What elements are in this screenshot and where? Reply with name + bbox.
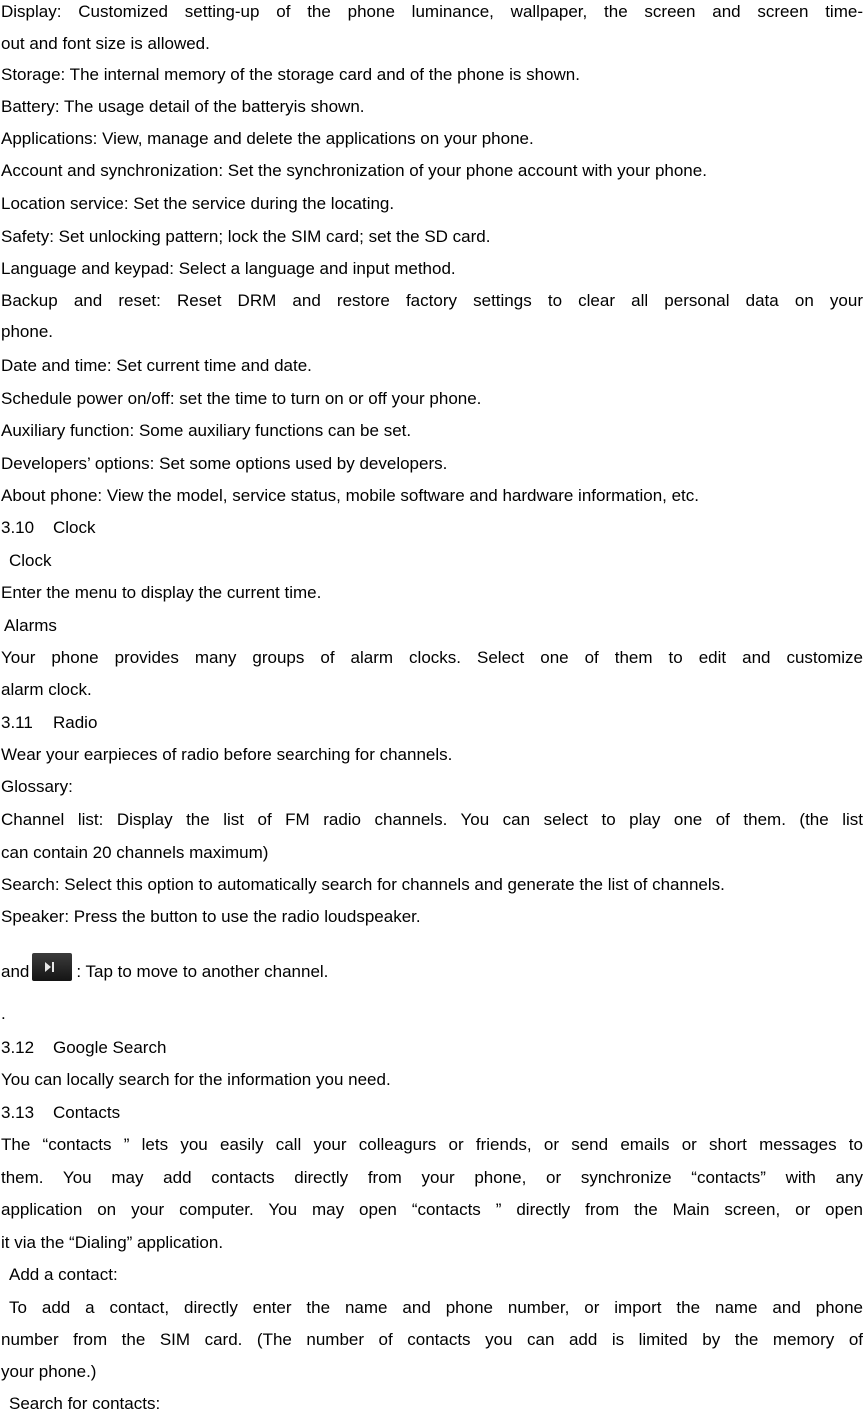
text-line-applications: Applications: View, manage and delete the applications on your phone.	[1, 129, 534, 148]
text-line-radio-speaker: Speaker: Press the button to use the radio loudspeaker.	[1, 907, 421, 926]
text-line-location: Location service: Set the service during the locating.	[1, 194, 395, 213]
text-line-add-contact-2: number from the SIM card. (The number of contacts you can add is limited by the memory of	[1, 1330, 863, 1349]
section-number: 3.11	[1, 713, 33, 732]
text-line-contacts-4: it via the “Dialing” application.	[1, 1233, 224, 1252]
text-line-backup: Backup and reset: Reset DRM and restore factory settings to clear all personal data on your	[1, 291, 863, 310]
text-line-add-contact-3: your phone.)	[1, 1362, 97, 1381]
and-prefix: and	[1, 962, 30, 981]
section-heading-google-search	[1, 1038, 863, 1058]
text-line-developers: Developers’ options: Set some options used by developers.	[1, 454, 448, 473]
text-line-auxiliary: Auxiliary function: Some auxiliary functions can be set.	[1, 421, 412, 440]
text-line-channel-list: Channel list: Display the list of FM radio channels. You can select to play one of them. (the list	[1, 810, 863, 829]
text-line-display-cont: out and font size is allowed.	[1, 34, 210, 53]
text-line-contacts-2: them. You may add contacts directly from your phone, or synchronize “contacts” with any	[1, 1168, 863, 1187]
section-title: Contacts	[53, 1103, 121, 1122]
text-line-alarms-cont: alarm clock.	[1, 680, 92, 699]
text-line-display: Display: Customized setting-up of the phone luminance, wallpaper, the screen and screen time-	[1, 2, 863, 21]
section-heading-radio	[1, 713, 863, 733]
section-title: Clock	[53, 518, 96, 537]
text-line-language: Language and keypad: Select a language and input method.	[1, 259, 456, 278]
text-line-schedule-power: Schedule power on/off: set the time to turn on or off your phone.	[1, 389, 482, 408]
text-line-clock: Enter the menu to display the current time.	[1, 583, 322, 602]
text-line-date-time: Date and time: Set current time and date.	[1, 356, 312, 375]
subheading-clock: Clock	[9, 551, 52, 570]
subheading-alarms: Alarms	[4, 616, 57, 635]
text-line-alarms: Your phone provides many groups of alarm clocks. Select one of them to edit and customize	[1, 648, 863, 667]
text-line-radio-earpieces: Wear your earpieces of radio before searching for channels.	[1, 745, 453, 764]
subheading-add-contact: Add a contact:	[9, 1265, 118, 1284]
section-number: 3.12	[1, 1038, 35, 1057]
text-line-channel-list-cont: can contain 20 channels maximum)	[1, 843, 269, 862]
next-channel-icon	[32, 953, 72, 981]
text-line-glossary: Glossary:	[1, 777, 73, 796]
section-number: 3.13	[1, 1103, 35, 1122]
text-line-radio-search: Search: Select this option to automatically search for channels and generate the list of channels.	[1, 875, 725, 894]
text-line-contacts-3: application on your computer. You may open “contacts ” directly from the Main screen, or open	[1, 1200, 863, 1219]
next-channel-description: : Tap to move to another channel.	[76, 962, 329, 981]
text-line-safety: Safety: Set unlocking pattern; lock the SIM card; set the SD card.	[1, 227, 491, 246]
text-line-google-search: You can locally search for the information you need.	[1, 1070, 391, 1089]
text-line-next-channel	[1, 953, 863, 983]
text-line-add-contact-1: To add a contact, directly enter the name and phone number, or import the name and phone	[9, 1298, 863, 1317]
section-title: Google Search	[53, 1038, 167, 1057]
subheading-search-contacts: Search for contacts:	[9, 1394, 161, 1413]
text-line-battery: Battery: The usage detail of the batteryis shown.	[1, 97, 365, 116]
text-line-account-sync: Account and synchronization: Set the synchronization of your phone account with your phone.	[1, 161, 707, 180]
text-line-about-phone: About phone: View the model, service status, mobile software and hardware information, etc.	[1, 486, 700, 505]
stray-dot: .	[1, 1004, 6, 1023]
text-line-backup-cont: phone.	[1, 322, 53, 341]
text-line-storage: Storage: The internal memory of the storage card and of the phone is shown.	[1, 65, 580, 84]
section-number: 3.10	[1, 518, 35, 537]
text-line-contacts-1: The “contacts ” lets you easily call your colleagurs or friends, or send emails or short messages to	[1, 1135, 863, 1154]
section-title: Radio	[53, 713, 98, 732]
section-heading-clock	[1, 518, 863, 538]
section-heading-contacts	[1, 1103, 863, 1123]
